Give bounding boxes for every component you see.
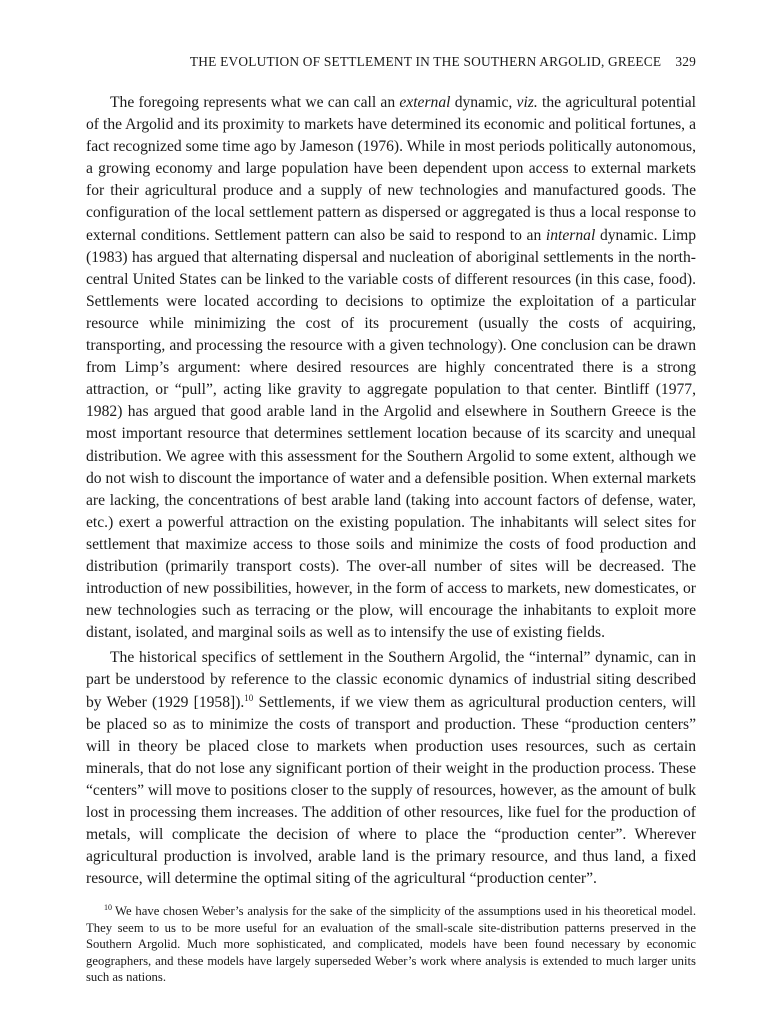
paragraph-1-text-b: dynamic, (450, 94, 517, 111)
running-header (86, 52, 696, 72)
footnote-number: 10 (104, 903, 112, 913)
journal-page (86, 52, 696, 986)
paragraph-1-text-d: dynamic. Limp (1983) has argued that alternating dispersal and nucleation of aboriginal settlements in the north-central United States can be linked to the variable costs of different resources (in this case, food). Settlements were located according to decisions to optimize the exploitation of a particular resource while minimizing the cost of its procurement (usually the costs of acquiring, transporting, and processing the resource with a given technology). One conclusion can be drawn from Limp’s argument: where desired resources are highly concentrated there is a strong attraction, or “pull”, acting like gravity to aggregate population to that center. Bintliff (1977, 1982) has argued that good arable land in the Argolid and elsewhere in Southern Greece is the most important resource that determines settlement location because of its scarcity and unequal distribution. We agree with this assessment for the Southern Argolid to some extent, although we do not wish to discount the importance of water and a defensible position. When external markets are lacking, the concentrations of best arable land (taking into account factors of defense, water, etc.) exert a powerful attraction on the existing population. The inhabitants will select sites for settlement that maximize access to those soils and minimize the costs of food production and distribution (primarily transport costs). The over-all number of sites will be decreased. The introduction of new possibilities, however, in the form of access to markets, new domesticates, or new technologies such as terracing or the plow, will encourage the inhabitants to exploit more distant, isolated, and marginal soils as well as to intensify the use of existing fields. (86, 226, 696, 642)
emphasis-internal: internal (545, 226, 596, 244)
paragraph-1-text-a: The foregoing represents what we can call an (110, 94, 400, 111)
footnote-reference[interactable]: 10 (244, 692, 254, 703)
paragraph-weber-industrial-siting (86, 647, 696, 890)
paragraph-2-text-b: Settlements, if we view them as agricultural production centers, will be placed so as to minimize the costs of transport and production. These “production centers” will in theory be placed close to markets when production uses resources, such as certain minerals, that do not lose any significant portion of their weight in the production process. These “centers” will move to positions closer to the supply of resources, however, as the amount of bulk lost in processing them increases. The addition of other resources, like fuel for the production of metals, will complicate the decision of where to place the “production center”. Wherever agricultural production is involved, arable land is the primary resource, and thus land, a fixed resource, will determine the optimal siting of the agricultural “production center”. (86, 693, 696, 888)
page-number: 329 (675, 54, 696, 69)
paragraph-1-text-c: the agricultural potential of the Argolid and its proximity to markets have determined its economic and political fortunes, a fact recognized some time ago by Jameson (1976). While in most periods politically autonomous, a growing economy and large population have been dependent upon access to external markets for their agricultural produce and a supply of new technologies and manufactured goods. The configuration of the local settlement pattern as dispersed or aggregated is thus a local response to external conditions. Settlement pattern can also be said to respond to an (86, 94, 696, 244)
running-title: THE EVOLUTION OF SETTLEMENT IN THE SOUTHERN ARGOLID, GREECE (189, 54, 662, 69)
emphasis-external: external (399, 94, 451, 111)
paragraph-external-internal-dynamic (86, 92, 696, 644)
paragraph-2-text-a: The historical specifics of settlement in the Southern Argolid, the “internal” dynamic, can in part be understood by reference to the classic economic dynamics of industrial siting described by Weber (1929 [1958]). (86, 649, 696, 711)
footnote-text: We have chosen Weber’s analysis for the sake of the simplicity of the assumptions used in his theoretical model. They seem to us to be more useful for an evaluation of the small-scale site-distribution patterns preserved in the Southern Argolid. Much more sophisticated, and complicated, models have been found necessary by economic geographers, and these models have largely superseded Weber’s work where analysis is extended to much larger units such as nations. (86, 904, 696, 985)
emphasis-viz: viz. (516, 94, 538, 111)
footnote (86, 903, 696, 986)
body-text (86, 92, 696, 890)
